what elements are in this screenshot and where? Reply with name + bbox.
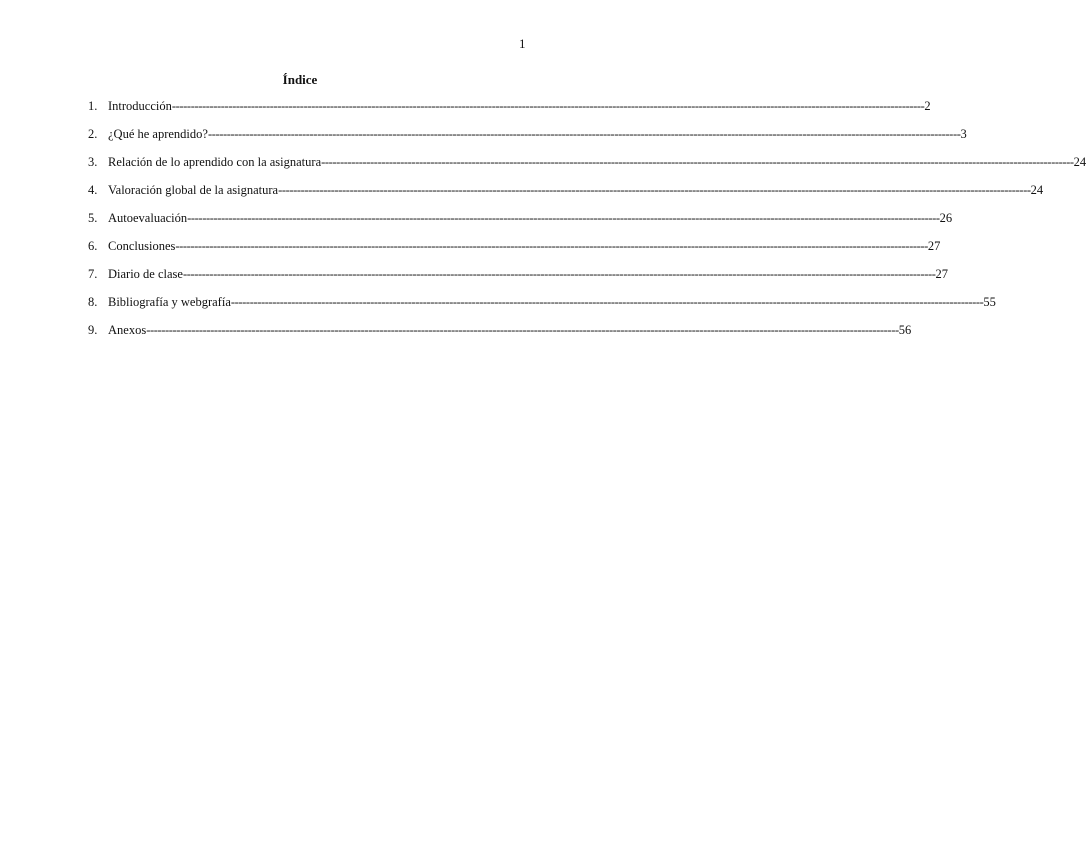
toc-entry-page: 27 bbox=[935, 267, 948, 281]
toc-entry-number: 9. bbox=[88, 323, 98, 337]
toc-entry-title: Introducción bbox=[108, 99, 172, 113]
toc-entry bbox=[88, 182, 1044, 210]
toc-dot-leader: -------------------------------------------------------------------------------------------------------------------------------------------------------------------------------------------------------- bbox=[187, 211, 940, 225]
page-number: 1 bbox=[519, 36, 526, 51]
toc-entry-title: ¿Qué he aprendido? bbox=[108, 127, 208, 141]
toc-entry bbox=[88, 294, 996, 322]
toc-entry-page: 24 bbox=[1073, 155, 1086, 169]
toc-entry-number: 3. bbox=[88, 155, 98, 169]
toc-entry-page: 55 bbox=[983, 295, 996, 309]
toc-entry-page: 3 bbox=[960, 127, 967, 141]
toc-dot-leader: -------------------------------------------------------------------------------------------------------------------------------------------------------------------------------------------------------- bbox=[175, 239, 928, 253]
toc-title: Índice bbox=[282, 72, 318, 87]
toc-entry-title: Bibliografía y webgrafía bbox=[108, 295, 231, 309]
toc-dot-leader: -------------------------------------------------------------------------------------------------------------------------------------------------------------------------------------------------------- bbox=[171, 99, 925, 113]
toc-entry-page: 2 bbox=[924, 99, 931, 113]
toc-entry-number: 4. bbox=[88, 183, 98, 197]
toc-entry bbox=[88, 210, 953, 238]
toc-entry bbox=[88, 238, 941, 266]
toc-entry-page: 26 bbox=[939, 211, 953, 225]
table-of-contents bbox=[88, 98, 1086, 350]
toc-entry-title: Diario de clase bbox=[108, 267, 183, 281]
toc-entry-title: Autoevaluación bbox=[108, 211, 188, 225]
toc-entry-title: Conclusiones bbox=[108, 239, 176, 253]
toc-entry-title: Anexos bbox=[108, 323, 147, 337]
toc-entry-number: 5. bbox=[88, 211, 98, 225]
toc-entry-title: Valoración global de la asignatura bbox=[108, 183, 279, 197]
toc-dot-leader: -------------------------------------------------------------------------------------------------------------------------------------------------------------------------------------------------------- bbox=[207, 127, 961, 141]
toc-entry-number: 1. bbox=[88, 99, 98, 113]
toc-entry-page: 27 bbox=[927, 239, 941, 253]
toc-entry-title: Relación de lo aprendido con la asignatura bbox=[108, 155, 322, 169]
toc-dot-leader: -------------------------------------------------------------------------------------------------------------------------------------------------------------------------------------------------------- bbox=[321, 155, 1074, 169]
toc-dot-leader: -------------------------------------------------------------------------------------------------------------------------------------------------------------------------------------------------------- bbox=[146, 323, 899, 337]
toc-dot-leader: -------------------------------------------------------------------------------------------------------------------------------------------------------------------------------------------------------- bbox=[230, 295, 984, 309]
toc-entry-page: 56 bbox=[898, 323, 912, 337]
toc-entry bbox=[88, 322, 912, 350]
toc-entry-number: 8. bbox=[88, 295, 98, 309]
toc-entry bbox=[88, 154, 1086, 182]
toc-entry bbox=[88, 266, 948, 294]
toc-entry bbox=[88, 126, 967, 154]
toc-dot-leader: -------------------------------------------------------------------------------------------------------------------------------------------------------------------------------------------------------- bbox=[278, 183, 1031, 197]
toc-entry bbox=[88, 98, 931, 126]
toc-entry-number: 7. bbox=[88, 267, 98, 281]
toc-entry-page: 24 bbox=[1030, 183, 1044, 197]
toc-dot-leader: -------------------------------------------------------------------------------------------------------------------------------------------------------------------------------------------------------- bbox=[182, 267, 936, 281]
toc-entry-number: 6. bbox=[88, 239, 98, 253]
toc-entry-number: 2. bbox=[88, 127, 98, 141]
